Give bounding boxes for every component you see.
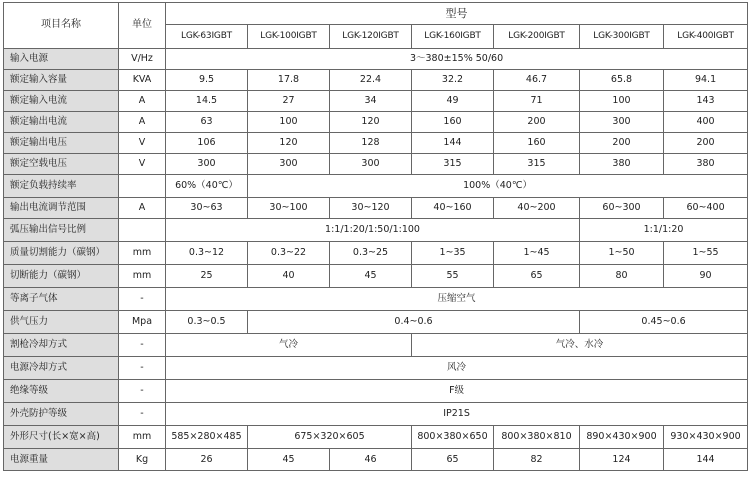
row-value: 65 xyxy=(494,265,580,288)
row-label: 额定输入电流 xyxy=(4,91,119,112)
row-value: 300 xyxy=(166,154,248,175)
row-value: 30~63 xyxy=(166,198,248,219)
row-unit: Kg xyxy=(119,449,166,471)
row-value: 100%（40℃） xyxy=(248,175,748,198)
row-value: 100 xyxy=(580,91,664,112)
row-value: 25 xyxy=(166,265,248,288)
row-label: 割枪冷却方式 xyxy=(4,334,119,357)
row-unit: V/Hz xyxy=(119,49,166,70)
row-value: 144 xyxy=(664,449,748,471)
row-value: 风冷 xyxy=(166,357,748,380)
row-value: 22.4 xyxy=(330,70,412,91)
row-value: 30~120 xyxy=(330,198,412,219)
row-value: 800×380×810 xyxy=(494,426,580,449)
row-label: 电源冷却方式 xyxy=(4,357,119,380)
row-unit: A xyxy=(119,91,166,112)
row-value: 40~160 xyxy=(412,198,494,219)
row-rated-output-voltage xyxy=(4,133,748,154)
row-label: 切断能力（碳钢） xyxy=(4,265,119,288)
row-value: 0.3~22 xyxy=(248,242,330,265)
row-value: 27 xyxy=(248,91,330,112)
row-unit: A xyxy=(119,198,166,219)
header-row xyxy=(4,3,748,25)
row-input-power xyxy=(4,49,748,70)
row-value: 124 xyxy=(580,449,664,471)
model-cell: LGK-160IGBT xyxy=(412,25,494,49)
row-value: 315 xyxy=(494,154,580,175)
row-value: 120 xyxy=(248,133,330,154)
row-protection xyxy=(4,403,748,426)
row-value: 0.3~12 xyxy=(166,242,248,265)
row-value: 32.2 xyxy=(412,70,494,91)
row-label: 弧压输出信号比例 xyxy=(4,219,119,242)
row-value: 1~45 xyxy=(494,242,580,265)
row-value: 55 xyxy=(412,265,494,288)
row-unit: - xyxy=(119,334,166,357)
row-plasma-gas xyxy=(4,288,748,311)
row-gas-pressure xyxy=(4,311,748,334)
model-cell: LGK-200IGBT xyxy=(494,25,580,49)
row-dimensions xyxy=(4,426,748,449)
header-item-name: 项目名称 xyxy=(4,3,119,49)
row-value: 380 xyxy=(664,154,748,175)
row-value: 71 xyxy=(494,91,580,112)
row-value: F级 xyxy=(166,380,748,403)
header-model-group: 型号 xyxy=(166,3,748,25)
row-value: 0.3~0.5 xyxy=(166,311,248,334)
row-value: 128 xyxy=(330,133,412,154)
row-value: 315 xyxy=(412,154,494,175)
row-signal-ratio xyxy=(4,219,748,242)
row-value: 气冷、水冷 xyxy=(412,334,748,357)
row-label: 输入电源 xyxy=(4,49,119,70)
row-value: 14.5 xyxy=(166,91,248,112)
row-unit: mm xyxy=(119,242,166,265)
row-label: 供气压力 xyxy=(4,311,119,334)
row-unit: A xyxy=(119,112,166,133)
row-value: 3～380±15% 50/60 xyxy=(166,49,748,70)
model-cell: LGK-100IGBT xyxy=(248,25,330,49)
row-value: 100 xyxy=(248,112,330,133)
row-value: 63 xyxy=(166,112,248,133)
row-value: 675×320×605 xyxy=(248,426,412,449)
row-value: 200 xyxy=(664,133,748,154)
row-value: 40 xyxy=(248,265,330,288)
row-value: 94.1 xyxy=(664,70,748,91)
row-unit: - xyxy=(119,380,166,403)
row-unit: - xyxy=(119,357,166,380)
row-value: 0.45~0.6 xyxy=(580,311,748,334)
row-value: 17.8 xyxy=(248,70,330,91)
row-value: 46.7 xyxy=(494,70,580,91)
row-value: 60~300 xyxy=(580,198,664,219)
model-cell: LGK-63IGBT xyxy=(166,25,248,49)
row-unit: V xyxy=(119,154,166,175)
row-value: 106 xyxy=(166,133,248,154)
row-value: 34 xyxy=(330,91,412,112)
row-max-cut xyxy=(4,265,748,288)
row-weight xyxy=(4,449,748,471)
row-value: 800×380×650 xyxy=(412,426,494,449)
row-value: 49 xyxy=(412,91,494,112)
row-unit: - xyxy=(119,288,166,311)
row-label: 额定输出电压 xyxy=(4,133,119,154)
row-value: 143 xyxy=(664,91,748,112)
row-value: 300 xyxy=(248,154,330,175)
spec-table xyxy=(3,2,748,471)
row-value: 65 xyxy=(412,449,494,471)
row-value: 65.8 xyxy=(580,70,664,91)
row-value: 气冷 xyxy=(166,334,412,357)
row-value: 1~50 xyxy=(580,242,664,265)
row-value: 200 xyxy=(494,112,580,133)
row-value: 90 xyxy=(664,265,748,288)
row-value: 60~400 xyxy=(664,198,748,219)
row-unit xyxy=(119,175,166,198)
row-quality-cut xyxy=(4,242,748,265)
row-value: 1:1/1:20 xyxy=(580,219,748,242)
row-value: 380 xyxy=(580,154,664,175)
row-value: 400 xyxy=(664,112,748,133)
row-value: 45 xyxy=(248,449,330,471)
row-rated-capacity xyxy=(4,70,748,91)
row-value: 40~200 xyxy=(494,198,580,219)
row-value: 160 xyxy=(412,112,494,133)
row-value: 160 xyxy=(494,133,580,154)
header-unit: 单位 xyxy=(119,3,166,49)
row-duty-cycle xyxy=(4,175,748,198)
row-label: 额定输入容量 xyxy=(4,70,119,91)
row-unit xyxy=(119,219,166,242)
row-torch-cooling xyxy=(4,334,748,357)
row-value: 930×430×900 xyxy=(664,426,748,449)
row-value: 300 xyxy=(330,154,412,175)
row-value: 30~100 xyxy=(248,198,330,219)
row-current-range xyxy=(4,198,748,219)
row-unit: - xyxy=(119,403,166,426)
row-label: 额定负载持续率 xyxy=(4,175,119,198)
row-label: 额定输出电流 xyxy=(4,112,119,133)
row-value: 82 xyxy=(494,449,580,471)
row-value: 200 xyxy=(580,133,664,154)
row-value: 46 xyxy=(330,449,412,471)
row-unit: mm xyxy=(119,265,166,288)
row-label: 质量切割能力（碳钢） xyxy=(4,242,119,265)
row-rated-output-current xyxy=(4,112,748,133)
row-label: 等离子气体 xyxy=(4,288,119,311)
row-label: 额定空载电压 xyxy=(4,154,119,175)
row-insulation xyxy=(4,380,748,403)
row-label: 绝缘等级 xyxy=(4,380,119,403)
row-value: 120 xyxy=(330,112,412,133)
row-value: 144 xyxy=(412,133,494,154)
row-value: 0.4~0.6 xyxy=(248,311,580,334)
model-cell: LGK-120IGBT xyxy=(330,25,412,49)
row-value: 585×280×485 xyxy=(166,426,248,449)
row-supply-cooling xyxy=(4,357,748,380)
row-label: 输出电流调节范围 xyxy=(4,198,119,219)
row-unit: V xyxy=(119,133,166,154)
row-rated-input-current xyxy=(4,91,748,112)
row-unit: KVA xyxy=(119,70,166,91)
row-value: 80 xyxy=(580,265,664,288)
row-value: 300 xyxy=(580,112,664,133)
row-value: 1~35 xyxy=(412,242,494,265)
model-cell: LGK-300IGBT xyxy=(580,25,664,49)
row-label: 外形尺寸(长×宽×高) xyxy=(4,426,119,449)
row-value: 9.5 xyxy=(166,70,248,91)
row-value: 60%（40℃） xyxy=(166,175,248,198)
row-value: 0.3~25 xyxy=(330,242,412,265)
row-value: IP21S xyxy=(166,403,748,426)
row-unit: mm xyxy=(119,426,166,449)
row-noload-voltage xyxy=(4,154,748,175)
row-label: 外壳防护等级 xyxy=(4,403,119,426)
row-value: 890×430×900 xyxy=(580,426,664,449)
row-value: 1~55 xyxy=(664,242,748,265)
row-value: 压缩空气 xyxy=(166,288,748,311)
row-value: 26 xyxy=(166,449,248,471)
model-cell: LGK-400IGBT xyxy=(664,25,748,49)
row-unit: Mpa xyxy=(119,311,166,334)
row-value: 45 xyxy=(330,265,412,288)
row-label: 电源重量 xyxy=(4,449,119,471)
row-value: 1:1/1:20/1:50/1:100 xyxy=(166,219,580,242)
